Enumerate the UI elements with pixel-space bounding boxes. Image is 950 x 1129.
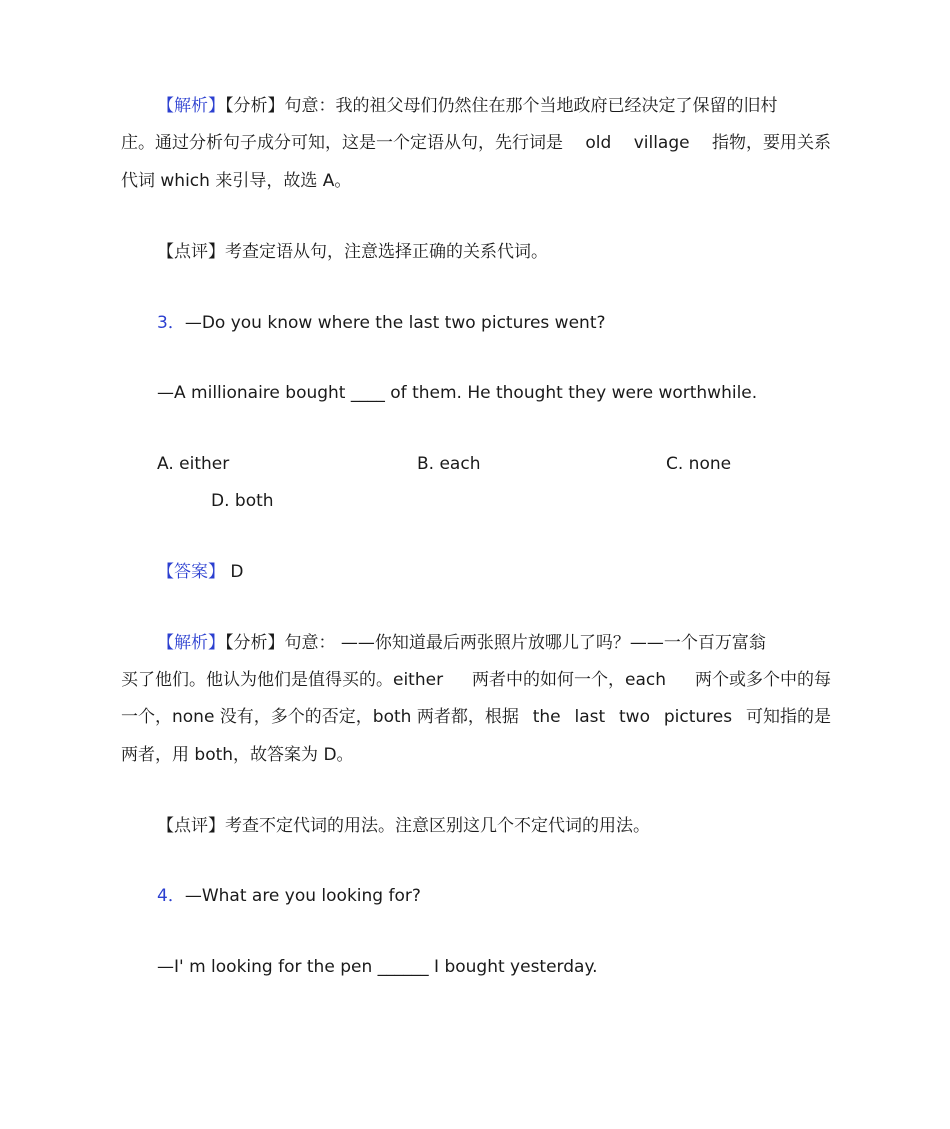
q2-comment: 【点评】考查定语从句，注意选择正确的关系代词。 bbox=[157, 242, 548, 262]
answer-value: D bbox=[230, 562, 244, 582]
q3-question bbox=[157, 312, 606, 334]
question-number: 3． bbox=[157, 313, 185, 333]
option-b: B. each bbox=[417, 454, 481, 474]
q3-answer-line: —A millionaire bought ____ of them. He thought they were worthwhile. bbox=[157, 383, 758, 403]
explanation-text: last bbox=[574, 707, 606, 727]
explanation-text: 两者中的如何一个，each bbox=[472, 670, 667, 690]
q4-answer-line: —I' m looking for the pen ______ I bought yesterday. bbox=[157, 957, 598, 977]
q2-explanation-line2 bbox=[121, 132, 831, 154]
q2-explanation-line3: 代词 which 来引导，故选 A。 bbox=[121, 171, 352, 191]
q3-explanation-line4: 两者，用 both，故答案为 D。 bbox=[121, 745, 354, 765]
q3-explanation-line2 bbox=[121, 669, 831, 691]
q3-answer bbox=[157, 561, 244, 583]
explanation-tag: 【解析】 bbox=[157, 633, 225, 653]
explanation-text: 买了他们。他认为他们是值得买的。either bbox=[121, 670, 444, 690]
question-number: 4． bbox=[157, 886, 185, 906]
option-a: A. either bbox=[157, 454, 230, 474]
question-text: —Do you know where the last two pictures went? bbox=[184, 313, 606, 333]
explanation-text: two bbox=[619, 707, 650, 727]
question-text: —What are you looking for? bbox=[184, 886, 421, 906]
explanation-text: 一个，none 没有，多个的否定，both 两者都，根据 bbox=[121, 707, 519, 727]
q3-explanation-line1 bbox=[157, 632, 766, 654]
explanation-text: 两个或多个中的每 bbox=[694, 670, 831, 690]
option-d: D. both bbox=[211, 491, 274, 511]
explanation-tag: 【解析】 bbox=[157, 96, 225, 116]
explanation-text: 【分析】句意： ——你知道最后两张照片放哪儿了吗？——一个百万富翁 bbox=[225, 633, 766, 653]
q2-explanation-line1 bbox=[157, 95, 778, 117]
explanation-text: 可知指的是 bbox=[745, 707, 831, 727]
explanation-text: 指物，要用关系 bbox=[712, 133, 831, 153]
explanation-text: 庄。通过分析句子成分可知，这是一个定语从句，先行词是 bbox=[121, 133, 563, 153]
option-c: C. none bbox=[666, 454, 732, 474]
q3-explanation-line3 bbox=[121, 706, 831, 728]
explanation-text: the bbox=[532, 707, 561, 727]
explanation-text: old bbox=[585, 133, 612, 153]
explanation-text: pictures bbox=[663, 707, 733, 727]
answer-tag: 【答案】 bbox=[157, 562, 225, 582]
q3-comment: 【点评】考查不定代词的用法。注意区别这几个不定代词的用法。 bbox=[157, 816, 650, 836]
explanation-text: village bbox=[633, 133, 690, 153]
explanation-text: 【分析】句意：我的祖父母们仍然住在那个当地政府已经决定了保留的旧村 bbox=[225, 96, 778, 116]
q4-question bbox=[157, 885, 421, 907]
